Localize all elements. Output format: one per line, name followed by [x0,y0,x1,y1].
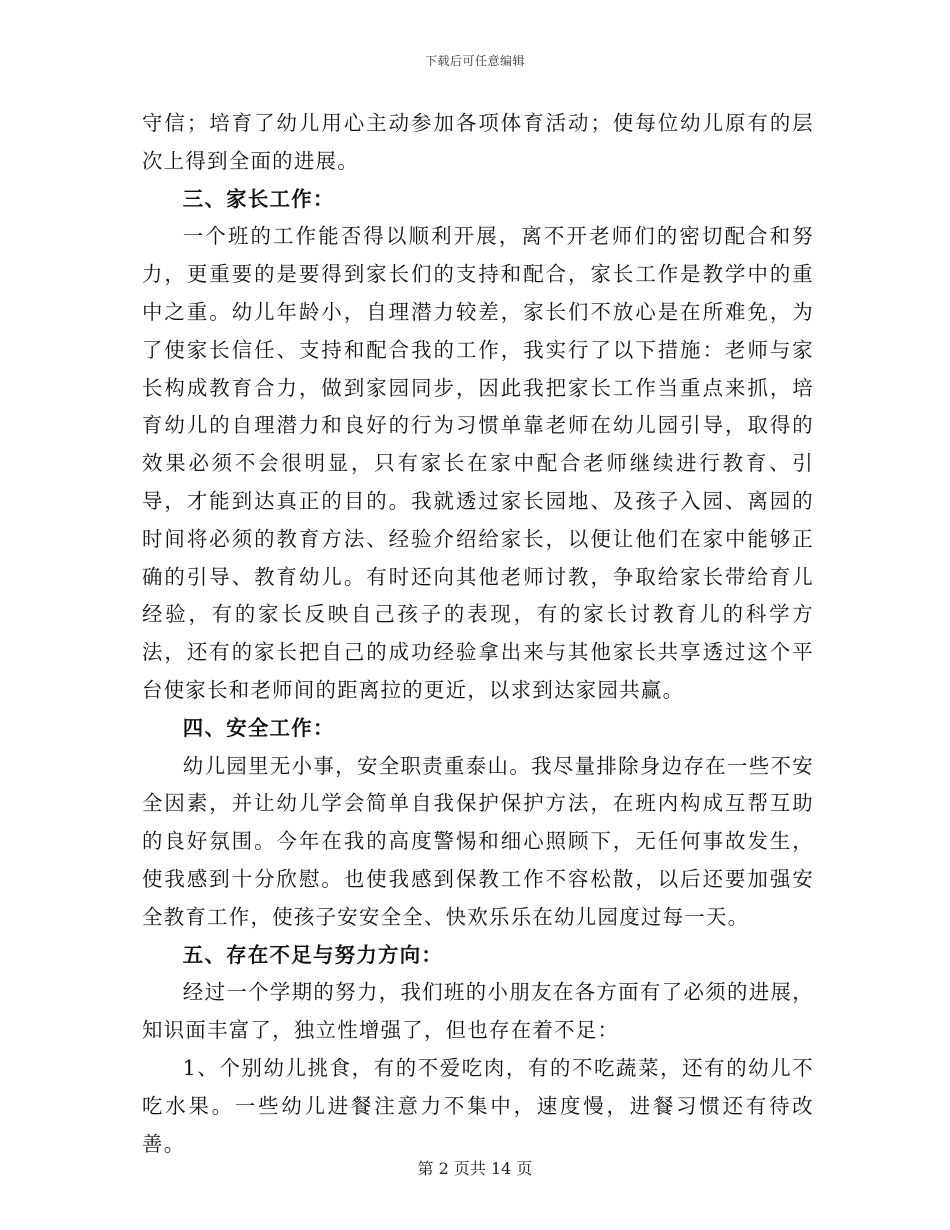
paragraph-parents-work: 一个班的工作能否得以顺利开展，离不开老师们的密切配合和努力，更重要的是要得到家长们的支持和配合，家长工作是教学中的重中之重。幼儿年龄小，自理潜力较差，家长们不放心是在所难免，为了使家长信任、支持和配合我的工作，我实行了以下措施：老师与家长构成教育合力，做到家园同步，因此我把家长工作当重点来抓，培育幼儿的自理潜力和良好的行为习惯单靠老师在幼儿园引导，取得的效果必须不会很明显，只有家长在家中配合老师继续进行教育、引导，才能到达真正的目的。我就透过家长园地、及孩子入园、离园的时间将必须的教育方法、经验介绍给家长，以便让他们在家中能够正确的引导、教育幼儿。有时还向其他老师讨教，争取给家长带给育儿经验，有的家长反映自己孩子的表现，有的家长讨教育儿的科学方法，还有的家长把自己的成功经验拿出来与其他家长共享透过这个平台使家长和老师间的距离拉的更近，以求到达家园共赢。 [142,224,814,702]
paragraph-continuation: 守信；培育了幼儿用心主动参加各项体育活动；使每位幼儿原有的层次上得到全面的进展。 [142,111,814,173]
section-heading-parents: 三、家长工作： [182,186,335,211]
paragraph-safety-work: 幼儿园里无小事，安全职责重泰山。我尽量排除身边存在一些不安全因素，并让幼儿学会简单自我保护保护方法，在班内构成互帮互助的良好氛围。今年在我的高度警惕和细心照顾下，无任何事故发生，使我感到十分欣慰。也使我感到保教工作不容松散，以后还要加强安全教育工作，使孩子安安全全、快欢乐乐在幼儿园度过每一天。 [142,753,814,929]
page-number-footer: 第 2 页共 14 页 [417,1159,533,1178]
section-heading-safety: 四、安全工作： [182,715,335,740]
paragraph-shortcoming-item-1: 1、个别幼儿挑食，有的不爱吃肉，有的不吃蔬菜，还有的幼儿不吃水果。一些幼儿进餐注意力不集中，速度慢，进餐习惯还有待改善。 [142,1055,814,1156]
paragraph-shortcomings-intro: 经过一个学期的努力，我们班的小朋友在各方面有了必须的进展，知识面丰富了，独立性增强了，但也存在着不足： [142,980,814,1043]
section-heading-shortcomings: 五、存在不足与努力方向： [182,942,444,967]
document-body [142,105,814,1163]
page-header: 下载后可任意编辑 [424,54,525,68]
